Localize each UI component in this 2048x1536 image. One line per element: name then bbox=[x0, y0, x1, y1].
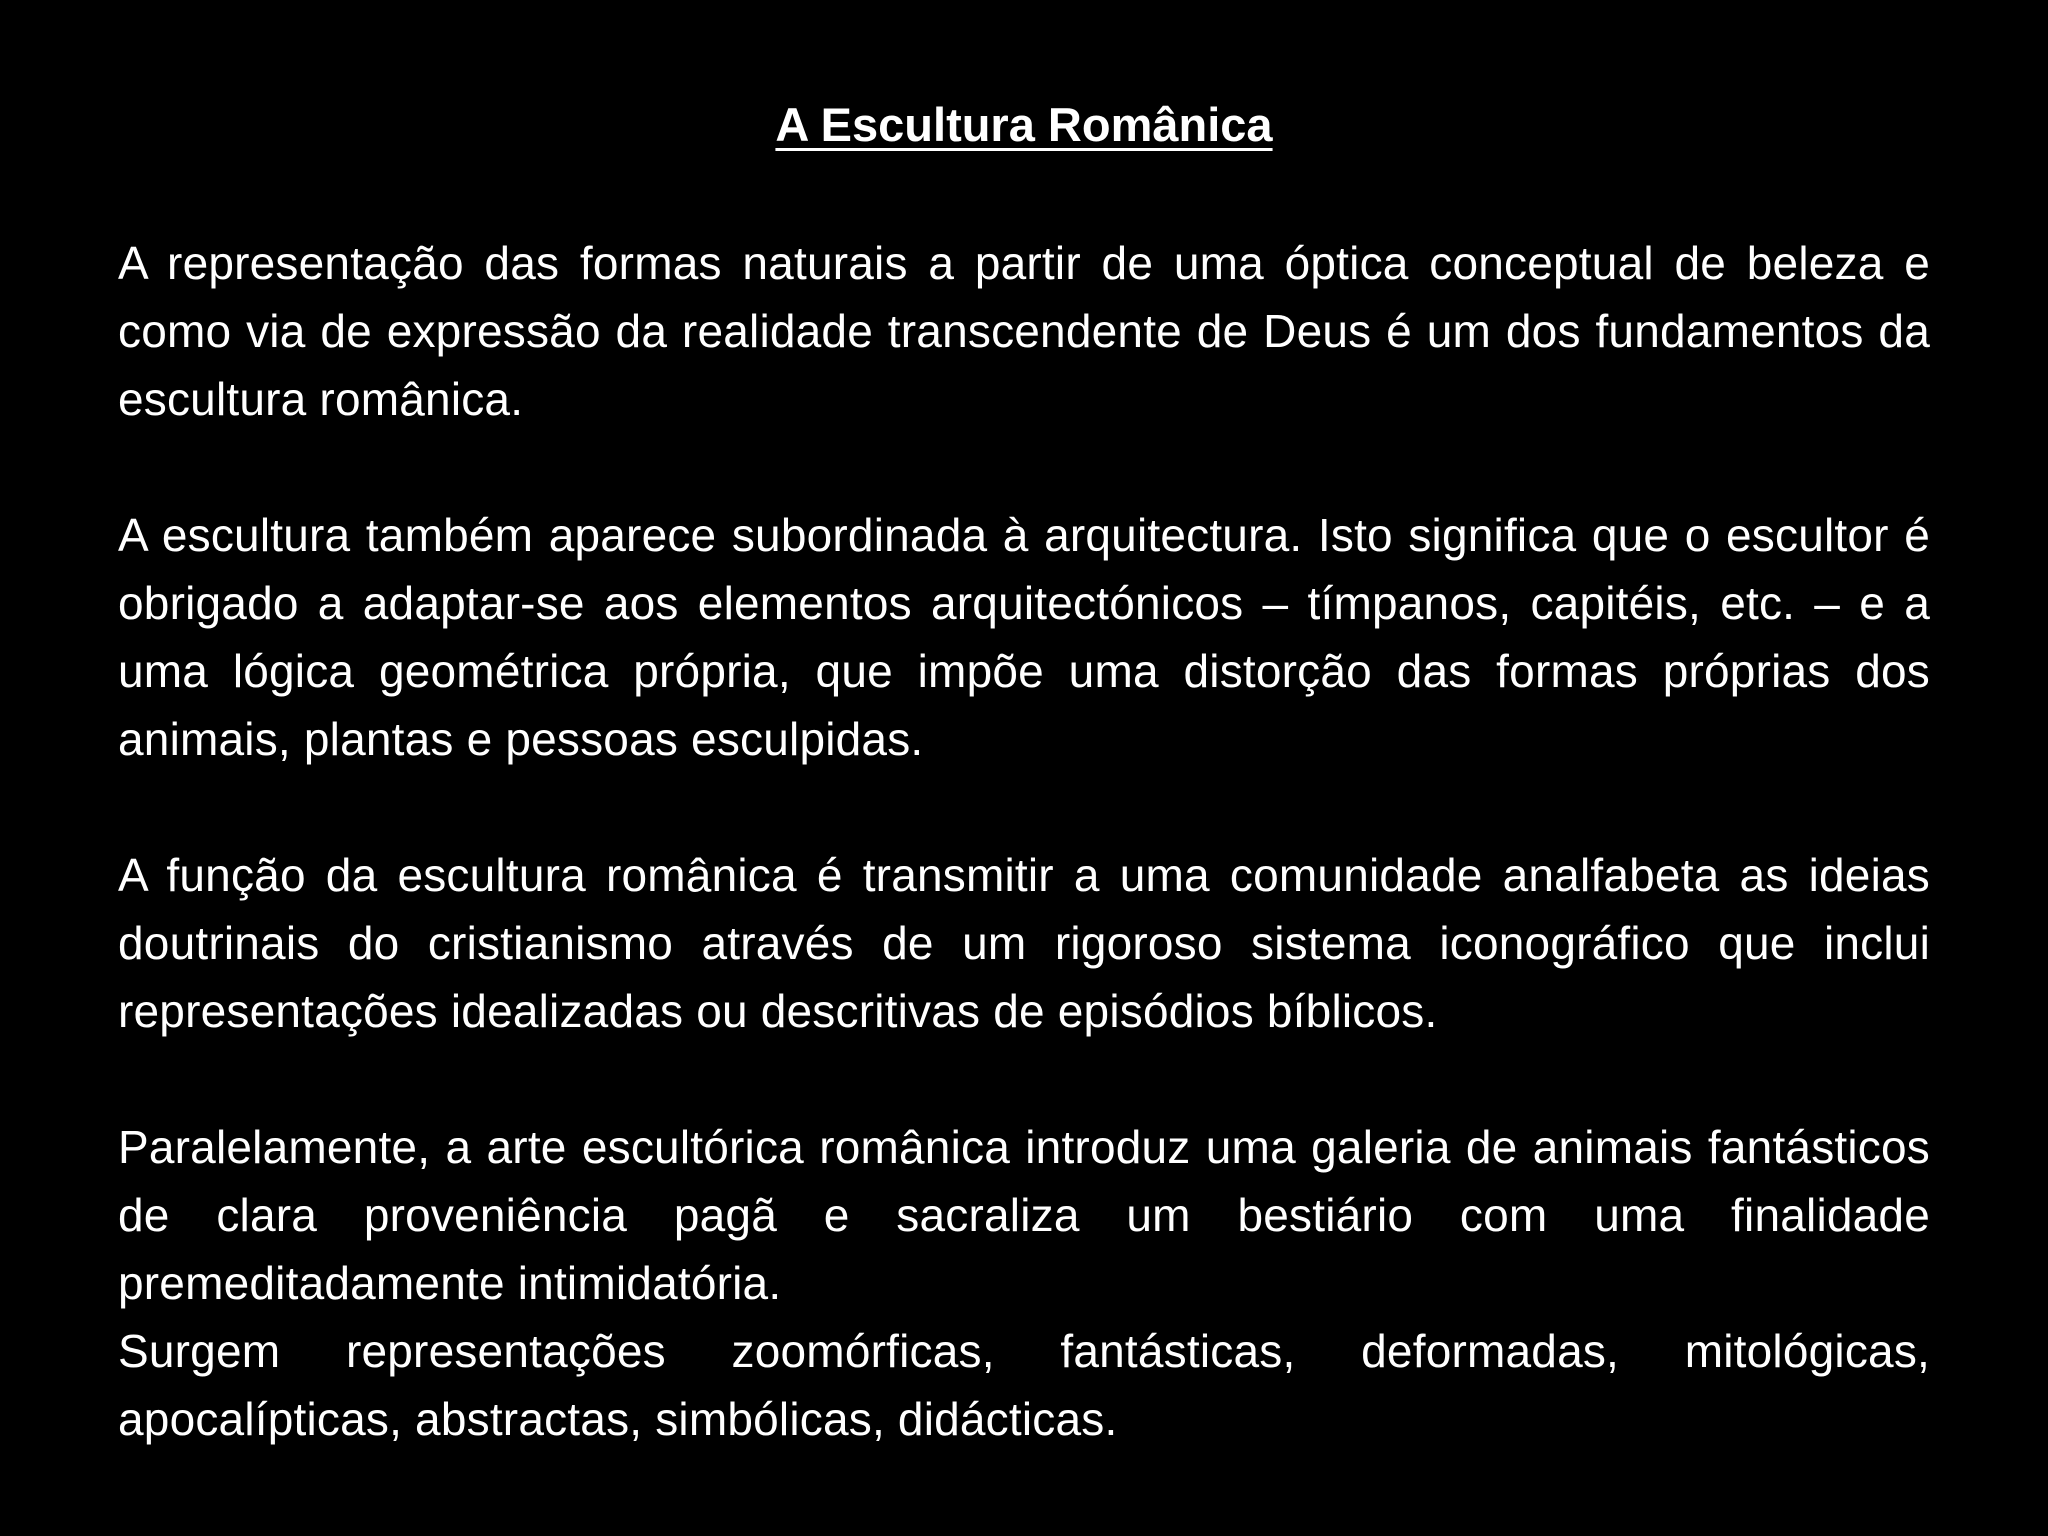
page-title: A Escultura Românica bbox=[775, 98, 1273, 151]
paragraph-5: Surgem representações zoomórficas, fantásticas, deformadas, mitológicas, apocalípticas, abstractas, simbólicas, didácticas. bbox=[118, 1325, 1930, 1445]
body-text bbox=[118, 229, 1930, 1453]
paragraph-1: A representação das formas naturais a partir de uma óptica conceptual de beleza e como via de expressão da realidade transcendente de Deus é um dos fundamentos da escultura românica. bbox=[118, 237, 1930, 425]
paragraph-3: A função da escultura românica é transmitir a uma comunidade analfabeta as ideias doutrinais do cristianismo através de um rigoroso sistema iconográfico que inclui representações idealizadas ou descritivas de episódios bíblicos. bbox=[118, 849, 1930, 1037]
paragraph-2: A escultura também aparece subordinada à arquitectura. Isto significa que o escultor é obrigado a adaptar-se aos elementos arquitectónicos – tímpanos, capitéis, etc. – e a uma lógica geométrica própria, que impõe uma distorção das formas próprias dos animais, plantas e pessoas esculpidas. bbox=[118, 509, 1930, 765]
paragraph-4: Paralelamente, a arte escultórica românica introduz uma galeria de animais fantásticos de clara proveniência pagã e sacraliza um bestiário com uma finalidade premeditadamente intimidatória. bbox=[118, 1121, 1930, 1309]
